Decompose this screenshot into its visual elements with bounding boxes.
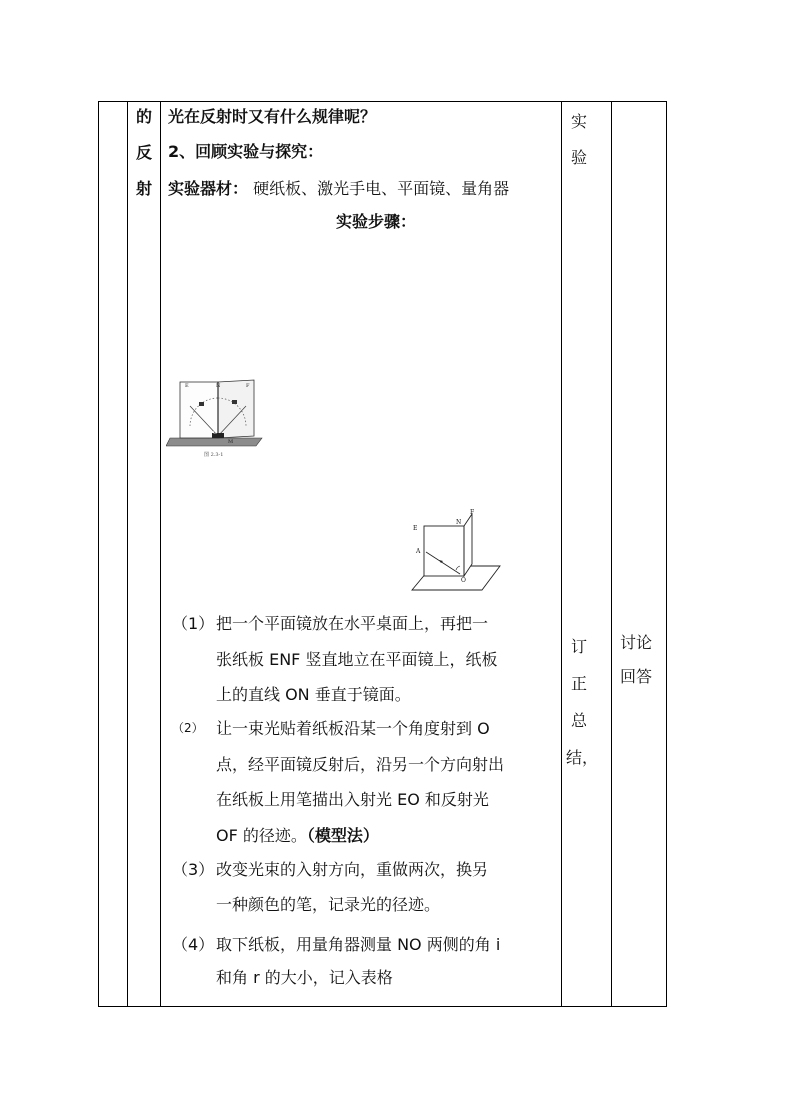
question-text: 光在反射时又有什么规律呢？ (168, 107, 377, 126)
figure1-caption: 图 2.3-1 (204, 452, 224, 458)
step-line: 在纸板上用笔描出入射光 EO 和反射光 (216, 790, 489, 809)
reflection-apparatus-figure (166, 376, 266, 460)
figure2-label-o: O (461, 577, 466, 584)
step-line: 改变光束的入射方向，重做两次，换另 (216, 860, 489, 879)
table-divider (160, 101, 161, 1007)
step-number: （2） (172, 721, 204, 735)
student-activity-top (566, 104, 592, 176)
topic-char: 射 (135, 179, 152, 198)
teacher-activity (620, 626, 660, 694)
table-divider (611, 101, 612, 1007)
figure1-label-o: O (213, 430, 218, 436)
model-method-label: （模型法） (306, 826, 379, 845)
section-heading: 2、回顾实验与探究： (168, 142, 324, 161)
reflection-board-diagram (410, 508, 510, 592)
step-line (216, 823, 379, 846)
student-char: 正 (570, 674, 587, 693)
topic-char: 的 (135, 107, 152, 126)
materials-line (168, 179, 509, 199)
figure2-label-n: N (456, 519, 462, 526)
figure1-label-f: F (246, 383, 250, 389)
step-line: 一种颜色的笔，记录光的径迹。 (216, 895, 441, 914)
step-line: 和角 r 的大小，记入表格 (216, 968, 393, 987)
step-line: 上的直线 ON 垂直于镜面。 (216, 685, 411, 704)
table-divider (127, 101, 128, 1007)
step-line: 点，经平面镜反射后，沿另一个方向射出 (216, 755, 505, 774)
step-line-text: OF 的径迹。 (216, 826, 307, 845)
steps-heading: 实验步骤： (336, 212, 417, 231)
step-line: 把一个平面镜放在水平桌面上，再把一 (216, 614, 489, 633)
figure1-label-e: E (185, 383, 189, 389)
student-char: 验 (570, 148, 587, 167)
student-char: 订 (570, 637, 587, 656)
figure2-label-a: A (416, 548, 421, 555)
materials-label: 实验器材： (168, 179, 249, 198)
table-divider (561, 101, 562, 1007)
figure2-label-e: E (413, 525, 418, 532)
step-line: 让一束光贴着纸板沿某一个角度射到 O (216, 719, 490, 738)
student-activity-bottom (566, 628, 599, 776)
step-number: （3） (172, 860, 215, 879)
student-char: 结， (566, 748, 599, 767)
teacher-line: 讨论 (620, 633, 653, 652)
student-char: 总 (570, 711, 587, 730)
figure1-label-n: N (216, 383, 221, 389)
materials-text: 硬纸板、激光手电、平面镜、量角器 (253, 179, 510, 198)
teacher-line: 回答 (620, 667, 653, 686)
topic-char: 反 (135, 143, 152, 162)
student-char: 实 (570, 112, 587, 131)
figure1-label-m: M (228, 439, 234, 445)
figure2-label-f: F (470, 509, 475, 516)
step-number: （1） (172, 614, 215, 633)
step-line: 张纸板 ENF 竖直地立在平面镜上，纸板 (216, 650, 498, 669)
topic-column (130, 99, 158, 207)
step-line: 取下纸板，用量角器测量 NO 两侧的角 i (216, 935, 501, 954)
step-number: （4） (172, 935, 215, 954)
